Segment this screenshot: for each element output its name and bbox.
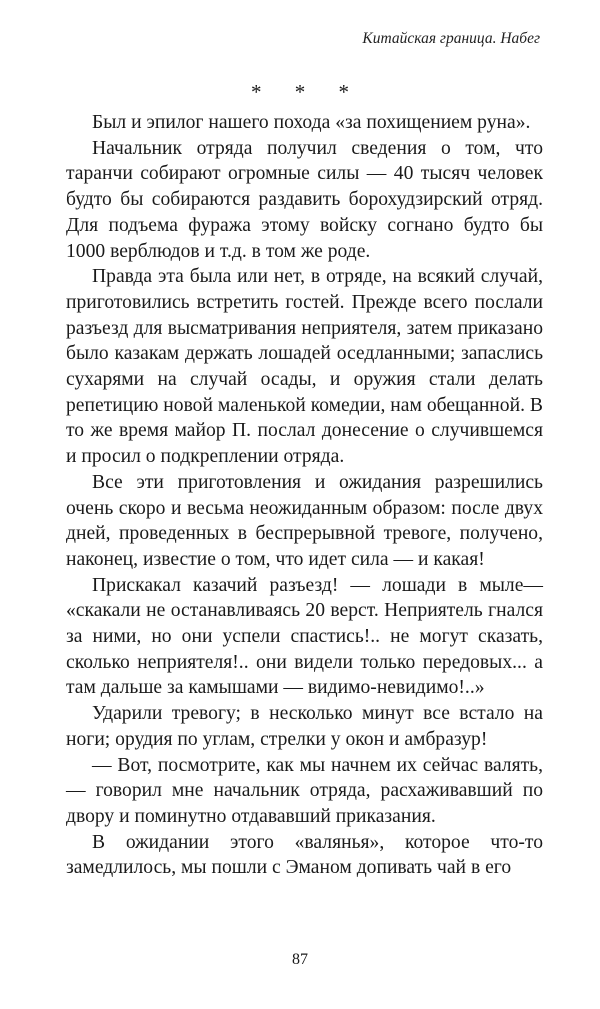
paragraph: Прискакал казачий разъезд! — лошади в мыле— «скакали не останавливаясь 20 верст. Неприятель гнался за ними, но они успели спастись!.. не могут сказать, сколько неприятеля!.. они видели только передовых... а там дальше за камышами — видимо-невидимо!..» bbox=[66, 574, 543, 699]
paragraph: В ожидании этого «валянья», которое что-то замедлилось, мы пошли с Эманом допивать чай в его bbox=[66, 831, 543, 879]
running-head: Китайская граница. Набег bbox=[362, 30, 540, 47]
body-text bbox=[66, 110, 543, 881]
paragraph: Был и эпилог нашего похода «за похищением руна». bbox=[92, 112, 531, 133]
paragraph: Начальник отряда получил сведения о том, что таранчи собирают огромные силы — 40 тысяч человек будто бы собираются раздавить борохудзирский отряд. Для подъема фуража этому войску согнано будто бы 1000 верблюдов и т.д. в том же роде. bbox=[66, 137, 543, 262]
paragraph: Ударили тревогу; в несколько минут все встало на ноги; орудия по углам, стрелки у окон и амбразур! bbox=[66, 703, 543, 750]
section-break-asterisks: * * * bbox=[251, 80, 363, 104]
paragraph: Правда эта была или нет, в отряде, на всякий случай, приготовились встретить гостей. Прежде всего послали разъезд для высматривания неприятеля, затем приказано было казакам держать лошадей оседланными; запаслись сухарями на случай осады, и оружия стали делать репетицию новой маленькой комедии, нам обещанной. В то же время майор П. послал донесение о случившемся и просил о подкреплении отряда. bbox=[66, 266, 543, 468]
page-number: 87 bbox=[292, 951, 308, 968]
paragraph: Все эти приготовления и ожидания разрешились очень скоро и весьма неожиданным образом: после двух дней, проведенных в беспрерывной тревоге, получено, наконец, известие о том, что идет сила — и какая! bbox=[66, 471, 543, 570]
paragraph: — Вот, посмотрите, как мы начнем их сейчас валять, — говорил мне начальник отряда, расхаживавший по двору и поминутно отдававший приказания. bbox=[66, 754, 543, 827]
